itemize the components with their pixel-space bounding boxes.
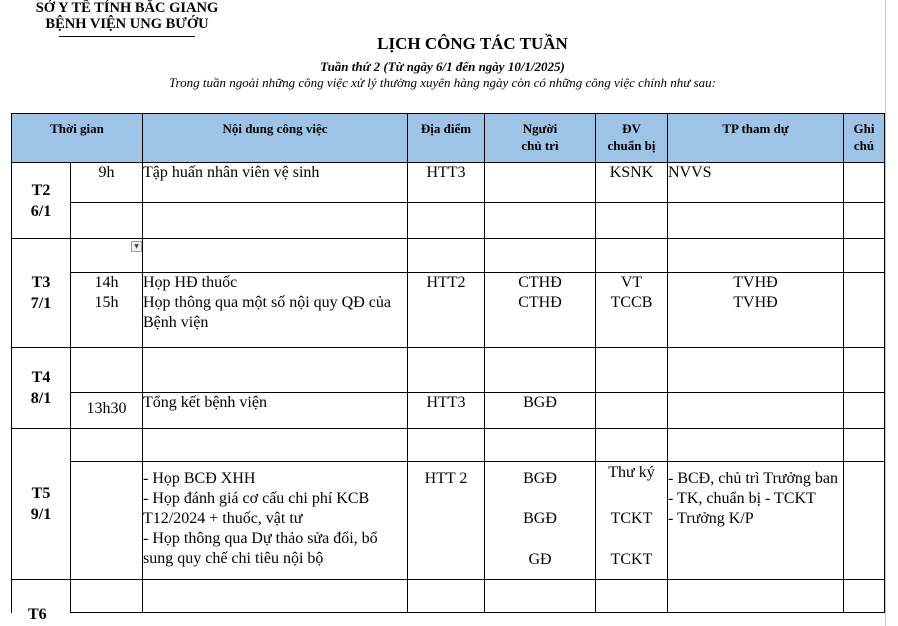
day-cell-t4: T4 8/1 — [12, 348, 71, 429]
table-row — [12, 580, 885, 613]
time-cell: 13h30 — [71, 393, 143, 429]
col-attendees: TP tham dự — [668, 114, 844, 163]
table-row — [12, 239, 885, 273]
table-row — [12, 348, 885, 393]
page-edge — [885, 0, 886, 626]
table-row — [12, 462, 885, 580]
content-cell: Họp HĐ thuốc Họp thông qua một số nội quy QĐ của Bệnh viện — [143, 273, 408, 348]
host-cell: BGĐ BGĐ GĐ — [485, 462, 596, 580]
host-cell: BGĐ — [485, 393, 596, 429]
attendees-cell: NVVS — [668, 163, 844, 203]
day-label-t6: T6 — [28, 606, 47, 623]
schedule-table — [11, 113, 885, 613]
place-cell: HTT3 — [408, 393, 485, 429]
week-subtitle: Tuần thứ 2 (Từ ngày 6/1 đến ngày 10/1/2025) — [320, 59, 565, 74]
prep-cell: Thư ký TCKT TCKT — [596, 462, 668, 580]
attendees-cell: - BCĐ, chủ trì Trưởng ban - TK, chuẩn bị - TCKT - Trưởng K/P — [668, 462, 844, 580]
intro-text: Trong tuần ngoài những công việc xử lý thường xuyên hàng ngày còn có những công việc chính như sau: — [169, 75, 716, 90]
org-line-1: SỞ Y TẾ TỈNH BẮC GIANG — [35, 0, 219, 16]
attendees-cell: TVHĐ TVHĐ — [668, 273, 844, 348]
place-cell: HTT2 — [408, 273, 485, 348]
table-row — [12, 273, 885, 348]
day-cell-t5: T5 9/1 — [12, 429, 71, 580]
table-row — [12, 429, 885, 462]
host-cell — [485, 163, 596, 203]
col-time: Thời gian — [12, 114, 143, 163]
page-title: LỊCH CÔNG TÁC TUẦN — [377, 34, 568, 53]
col-prep: ĐV chuẩn bị — [596, 114, 668, 163]
table-row — [12, 393, 885, 429]
org-line-2: BỆNH VIỆN UNG BƯỚU — [45, 16, 209, 32]
place-cell: HTT3 — [408, 163, 485, 203]
content-cell: - Họp BCĐ XHH - Họp đánh giá cơ cấu chi phí KCB T12/2024 + thuốc, vật tư - Họp thông qua Dự thảo sửa đổi, bổ sung quy chế chi tiêu nội bộ — [143, 462, 408, 580]
host-cell: CTHĐ CTHĐ — [485, 273, 596, 348]
organization-header — [22, 0, 232, 37]
col-note: Ghi chú — [844, 114, 885, 163]
table-row — [12, 203, 885, 239]
col-host: Người chủ trì — [485, 114, 596, 163]
prep-cell: VT TCCB — [596, 273, 668, 348]
day-cell-t2: T2 6/1 — [12, 163, 71, 239]
place-cell: HTT 2 — [408, 462, 485, 580]
content-cell: Tổng kết bệnh viện — [143, 393, 408, 429]
day-cell-t3: T3 7/1 — [12, 239, 71, 348]
table-row — [12, 163, 885, 203]
col-content: Nội dung công việc — [143, 114, 408, 163]
col-place: Địa điểm — [408, 114, 485, 163]
time-cell: 9h — [71, 163, 143, 203]
time-cell: 14h 15h — [71, 273, 143, 348]
note-cell — [844, 163, 885, 203]
dropdown-arrow-icon[interactable]: ▼ — [131, 241, 142, 252]
content-cell: Tập huấn nhân viên vệ sinh — [143, 163, 408, 203]
prep-cell: KSNK — [596, 163, 668, 203]
header-row — [12, 114, 885, 163]
